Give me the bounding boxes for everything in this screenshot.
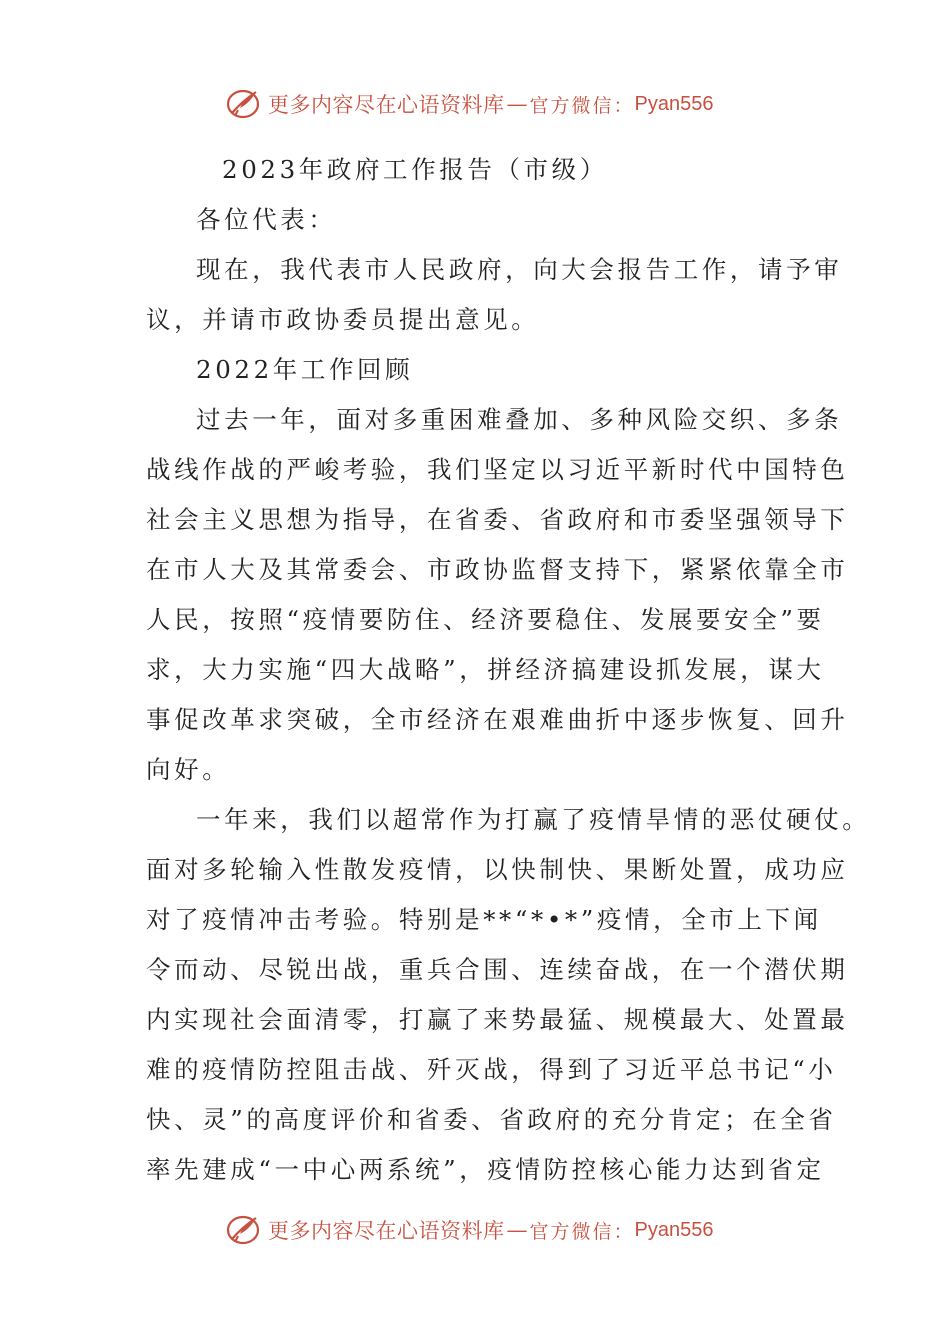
paragraph-line: 社会主义思想为指导，在省委、省政府和市委坚强领导下 (146, 505, 849, 534)
watermark-wechat-label: 官方微信： (529, 94, 635, 117)
paragraph-line: 对了疫情冲击考验。特别是**“*•*”疫情，全市上下闻 (146, 905, 822, 934)
paragraph-line: 内实现社会面清零，打赢了来势最猛、规模最大、处置最 (146, 1005, 849, 1034)
watermark-main-text: 更多内容尽在心语资料库 (268, 1219, 505, 1243)
watermark-wechat-label: 官方微信： (529, 1220, 635, 1243)
watermark-wechat-id: Pyan556 (634, 92, 714, 115)
watermark-dash: — (506, 92, 528, 116)
paragraph-line: 在市人大及其常委会、市政协监督支持下，紧紧依靠全市 (146, 555, 849, 584)
salutation: 各位代表： (196, 205, 337, 234)
paragraph-line: 战线作战的严峻考验，我们坚定以习近平新时代中国特色 (146, 455, 849, 484)
document-body (146, 145, 871, 1195)
section-heading: 2022年工作回顾 (196, 355, 414, 384)
paragraph-line: 现在，我代表市人民政府，向大会报告工作，请予审 (196, 255, 843, 284)
paragraph-line: 难的疫情防控阻击战、歼灭战，得到了习近平总书记“小 (146, 1055, 837, 1084)
paragraph-line: 议，并请市政协委员提出意见。 (146, 305, 540, 334)
paragraph-line: 人民，按照“疫情要防住、经济要稳住、发展要安全”要 (146, 605, 825, 634)
watermark-dash: — (506, 1218, 528, 1242)
paragraph-line: 事促改革求突破，全市经济在艰难曲折中逐步恢复、回升 (146, 705, 849, 734)
footer-watermark (226, 1210, 713, 1250)
watermark-wechat-id: Pyan556 (634, 1218, 714, 1241)
header-watermark (226, 84, 713, 124)
document-title: 2023年政府工作报告（市级） (222, 155, 608, 184)
paragraph-line: 一年来，我们以超常作为打赢了疫情旱情的恶仗硬仗。 (196, 805, 871, 834)
paragraph-line: 向好。 (146, 755, 231, 784)
paragraph-line: 率先建成“一中心两系统”，疫情防控核心能力达到省定 (146, 1155, 825, 1184)
paragraph-line: 令而动、尽锐出战，重兵合围、连续奋战，在一个潜伏期 (146, 955, 849, 984)
paragraph-line: 面对多轮输入性散发疫情，以快制快、果断处置，成功应 (146, 855, 849, 884)
watermark-main-text: 更多内容尽在心语资料库 (268, 93, 505, 117)
paragraph-line: 求，大力实施“四大战略”，拼经济搞建设抓发展，谋大 (146, 655, 825, 684)
quill-logo-icon (226, 1212, 262, 1248)
paragraph-line: 快、灵”的高度评价和省委、省政府的充分肯定；在全省 (146, 1105, 837, 1134)
quill-logo-icon (226, 86, 262, 122)
paragraph-line: 过去一年，面对多重困难叠加、多种风险交织、多条 (196, 405, 843, 434)
